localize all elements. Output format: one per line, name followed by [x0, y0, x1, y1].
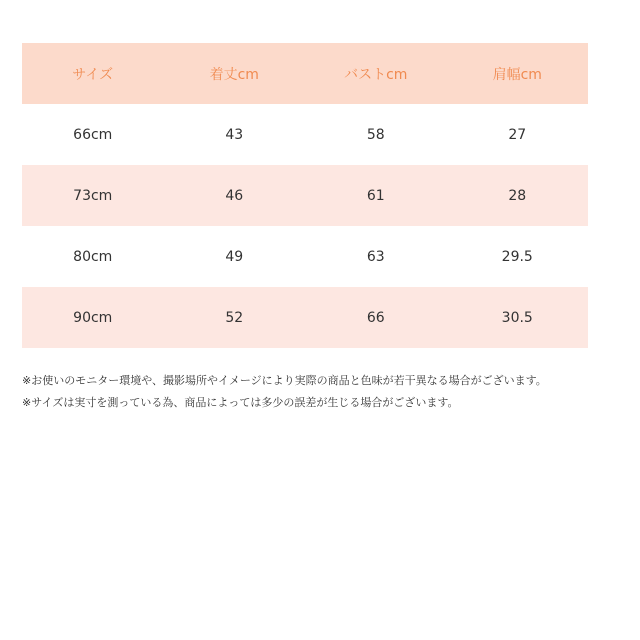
cell-shoulder: 28	[447, 165, 589, 226]
table-row	[22, 104, 588, 165]
cell-size: 80cm	[22, 226, 164, 287]
size-chart-table	[22, 43, 588, 348]
header-length: 着丈cm	[164, 43, 306, 104]
cell-size: 73cm	[22, 165, 164, 226]
cell-shoulder: 27	[447, 104, 589, 165]
header-bust: バストcm	[305, 43, 447, 104]
cell-length: 52	[164, 287, 306, 348]
note-measurement-error: ※サイズは実寸を測っている為、商品によっては多少の誤差が生じる場合がございます。	[22, 396, 459, 409]
table-row	[22, 226, 588, 287]
cell-bust: 66	[305, 287, 447, 348]
cell-bust: 63	[305, 226, 447, 287]
cell-size: 66cm	[22, 104, 164, 165]
table-header	[22, 43, 588, 104]
cell-size: 90cm	[22, 287, 164, 348]
table-row	[22, 287, 588, 348]
header-row	[22, 43, 588, 104]
note-monitor-color: ※お使いのモニター環境や、撮影場所やイメージにより実際の商品と色味が若干異なる場合がございます。	[22, 374, 547, 387]
cell-bust: 58	[305, 104, 447, 165]
table-body	[22, 104, 588, 348]
cell-shoulder: 29.5	[447, 226, 589, 287]
header-size: サイズ	[22, 43, 164, 104]
notes-section	[22, 370, 634, 414]
cell-length: 49	[164, 226, 306, 287]
cell-length: 46	[164, 165, 306, 226]
table-row	[22, 165, 588, 226]
header-shoulder: 肩幅cm	[447, 43, 589, 104]
cell-length: 43	[164, 104, 306, 165]
cell-shoulder: 30.5	[447, 287, 589, 348]
cell-bust: 61	[305, 165, 447, 226]
